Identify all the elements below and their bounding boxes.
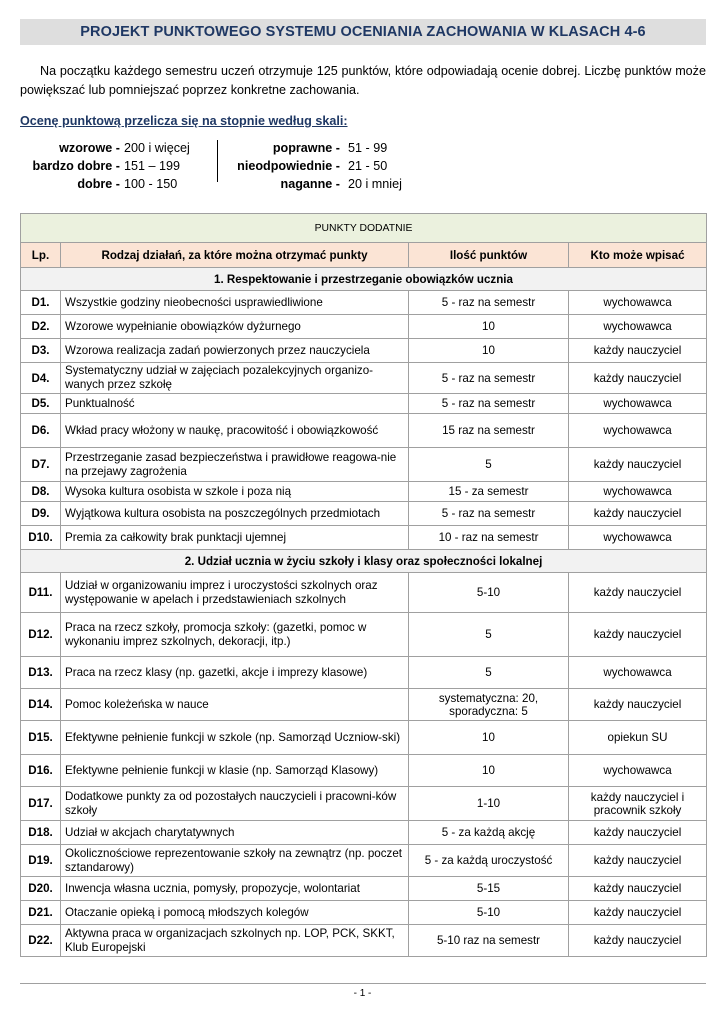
who-cell: wychowawca [569,482,707,502]
who-cell: wychowawca [569,755,707,787]
who-cell: każdy nauczyciel [569,448,707,482]
table-row [21,821,707,845]
activity-cell: Premia za całkowity brak punktacji ujemnej [61,526,409,550]
grade-scale-left [20,139,204,193]
activity-cell: Wzorowe wypełnianie obowiązków dyżurnego [61,315,409,339]
activity-cell: Wyjątkowa kultura osobista na poszczególnych przedmiotach [61,502,409,526]
activity-cell: Udział w akcjach charytatywnych [61,821,409,845]
row-number: D7. [21,448,61,482]
row-number: D15. [21,721,61,755]
points-cell: 10 [409,721,569,755]
points-cell: 10 [409,315,569,339]
points-cell: 5 - raz na semestr [409,394,569,414]
who-cell: każdy nauczyciel [569,339,707,363]
activity-cell: Praca na rzecz szkoły, promocja szkoły: (gazetki, pomoc w wykonaniu imprez szkolnych, dekoracji, itp.) [61,613,409,657]
table-row [21,315,707,339]
activity-cell: Pomoc koleżeńska w nauce [61,689,409,721]
who-cell: wychowawca [569,394,707,414]
table-row [21,482,707,502]
table-row [21,613,707,657]
table-row [21,689,707,721]
row-number: D9. [21,502,61,526]
activity-cell: Wzorowa realizacja zadań powierzonych przez nauczyciela [61,339,409,363]
grade-range: 51 - 99 [348,141,388,155]
scale-row [220,157,402,175]
who-cell: każdy nauczyciel [569,925,707,957]
scale-row [20,175,204,193]
who-cell: wychowawca [569,526,707,550]
header-lp: Lp. [21,243,61,268]
row-number: D10. [21,526,61,550]
activity-cell: Przestrzeganie zasad bezpieczeństwa i prawidłowe reagowa-nie na przejawy zagrożenia [61,448,409,482]
row-number: D11. [21,573,61,613]
row-number: D14. [21,689,61,721]
table-row [21,657,707,689]
scale-divider [217,140,218,182]
table-row [21,721,707,755]
points-cell: 5 - raz na semestr [409,363,569,394]
grade-label: poprawne - [272,141,340,155]
who-cell: każdy nauczyciel [569,502,707,526]
grade-range: 20 i mniej [348,177,402,191]
row-number: D18. [21,821,61,845]
who-cell: każdy nauczyciel [569,821,707,845]
points-cell: 5 [409,613,569,657]
points-cell: 10 [409,339,569,363]
who-cell: wychowawca [569,291,707,315]
points-cell: 1-10 [409,787,569,821]
table-row [21,502,707,526]
section-title: 1. Respektowanie i przestrzeganie obowiązków ucznia [21,268,707,291]
page-title: PROJEKT PUNKTOWEGO SYSTEMU OCENIANIA ZACHOWANIA W KLASACH 4-6 [20,19,706,45]
header-activity: Rodzaj działań, za które można otrzymać punkty [61,243,409,268]
who-cell: każdy nauczyciel [569,845,707,877]
table-row [21,845,707,877]
row-number: D17. [21,787,61,821]
table-row [21,787,707,821]
row-number: D6. [21,414,61,448]
points-cell: 15 - za semestr [409,482,569,502]
activity-cell: Praca na rzecz klasy (np. gazetki, akcje i imprezy klasowe) [61,657,409,689]
activity-cell: Udział w organizowaniu imprez i uroczystości szkolnych oraz występowanie w apelach i przedstawieniach szkolnych [61,573,409,613]
grade-scale-right [220,139,402,193]
row-number: D22. [21,925,61,957]
activity-cell: Systematyczny udział w zajęciach pozalekcyjnych organizo-wanych przez szkołę [61,363,409,394]
row-number: D5. [21,394,61,414]
row-number: D8. [21,482,61,502]
who-cell: opiekun SU [569,721,707,755]
who-cell: każdy nauczyciel [569,363,707,394]
table-row [21,363,707,394]
row-number: D19. [21,845,61,877]
points-cell: 5-10 [409,901,569,925]
table-row [21,448,707,482]
activity-cell: Aktywna praca w organizacjach szkolnych np. LOP, PCK, SKKT, Klub Europejski [61,925,409,957]
table-band: PUNKTY DODATNIE [21,214,707,243]
points-cell: 5 - raz na semestr [409,502,569,526]
grade-label: nieodpowiednie - [237,159,340,173]
points-cell: 5 - za każdą akcję [409,821,569,845]
table-row [21,877,707,901]
table-row [21,573,707,613]
table-band-row [21,214,707,243]
grade-range: 100 - 150 [124,177,178,191]
row-number: D21. [21,901,61,925]
row-number: D16. [21,755,61,787]
activity-cell: Wkład pracy włożony w naukę, pracowitość i obowiązkowość [61,414,409,448]
grade-label: wzorowe - [59,141,120,155]
activity-cell: Wysoka kultura osobista w szkole i poza nią [61,482,409,502]
row-number: D13. [21,657,61,689]
points-cell: 5 - za każdą uroczystość [409,845,569,877]
who-cell: wychowawca [569,414,707,448]
points-cell: 5 - raz na semestr [409,291,569,315]
grade-label: naganne - [280,177,340,191]
section-title: 2. Udział ucznia w życiu szkoły i klasy oraz społeczności lokalnej [21,550,707,573]
table-row [21,291,707,315]
table-row [21,925,707,957]
row-number: D3. [21,339,61,363]
points-cell: 5-10 [409,573,569,613]
grade-range: 200 i więcej [124,141,190,155]
table-header-row [21,243,707,268]
table-row [21,755,707,787]
who-cell: każdy nauczyciel [569,901,707,925]
scale-row [220,139,402,157]
grade-label: dobre - [77,177,120,191]
row-number: D2. [21,315,61,339]
intro-paragraph: Na początku każdego semestru uczeń otrzymuje 125 punktów, które odpowiadają ocenie dobrej. Liczbę punktów może powiększać lub pomniejszać poprzez konkretne zachowania. [20,64,706,97]
who-cell: każdy nauczyciel [569,689,707,721]
header-who: Kto może wpisać [569,243,707,268]
table-row [21,414,707,448]
table-row [21,526,707,550]
section-header-row [21,268,707,291]
row-number: D4. [21,363,61,394]
points-cell: 5-10 raz na semestr [409,925,569,957]
scale-row [20,139,204,157]
scale-row [220,175,402,193]
who-cell: każdy nauczyciel [569,573,707,613]
row-number: D20. [21,877,61,901]
activity-cell: Efektywne pełnienie funkcji w klasie (np. Samorząd Klasowy) [61,755,409,787]
points-cell: 10 - raz na semestr [409,526,569,550]
who-cell: każdy nauczyciel [569,613,707,657]
activity-cell: Efektywne pełnienie funkcji w szkole (np. Samorząd Uczniow-ski) [61,721,409,755]
scale-heading: Ocenę punktową przelicza się na stopnie według skali: [20,114,348,128]
points-cell: 5 [409,657,569,689]
row-number: D12. [21,613,61,657]
section-header-row [21,550,707,573]
scale-row [20,157,204,175]
who-cell: każdy nauczyciel [569,877,707,901]
table-row [21,394,707,414]
activity-cell: Dodatkowe punkty za od pozostałych nauczycieli i pracowni-ków szkoły [61,787,409,821]
row-number: D1. [21,291,61,315]
grade-range: 151 – 199 [124,159,181,173]
activity-cell: Okolicznościowe reprezentowanie szkoły na zewnątrz (np. poczet sztandarowy) [61,845,409,877]
header-points: Ilość punktów [409,243,569,268]
who-cell: wychowawca [569,315,707,339]
grade-label: bardzo dobre - [32,159,120,173]
points-cell: 10 [409,755,569,787]
activity-cell: Punktualność [61,394,409,414]
activity-cell: Wszystkie godziny nieobecności usprawiedliwione [61,291,409,315]
points-cell: 5 [409,448,569,482]
who-cell: wychowawca [569,657,707,689]
points-cell: 15 raz na semestr [409,414,569,448]
positive-points-table [20,213,707,957]
grade-range: 21 - 50 [348,159,388,173]
points-cell: systematyczna: 20, sporadyczna: 5 [409,689,569,721]
points-cell: 5-15 [409,877,569,901]
page-number: - 1 - [353,988,372,999]
activity-cell: Inwencja własna ucznia, pomysły, propozycje, wolontariat [61,877,409,901]
who-cell: każdy nauczyciel i pracownik szkoły [569,787,707,821]
table-row [21,901,707,925]
table-row [21,339,707,363]
footer-line [20,983,706,984]
activity-cell: Otaczanie opieką i pomocą młodszych kolegów [61,901,409,925]
